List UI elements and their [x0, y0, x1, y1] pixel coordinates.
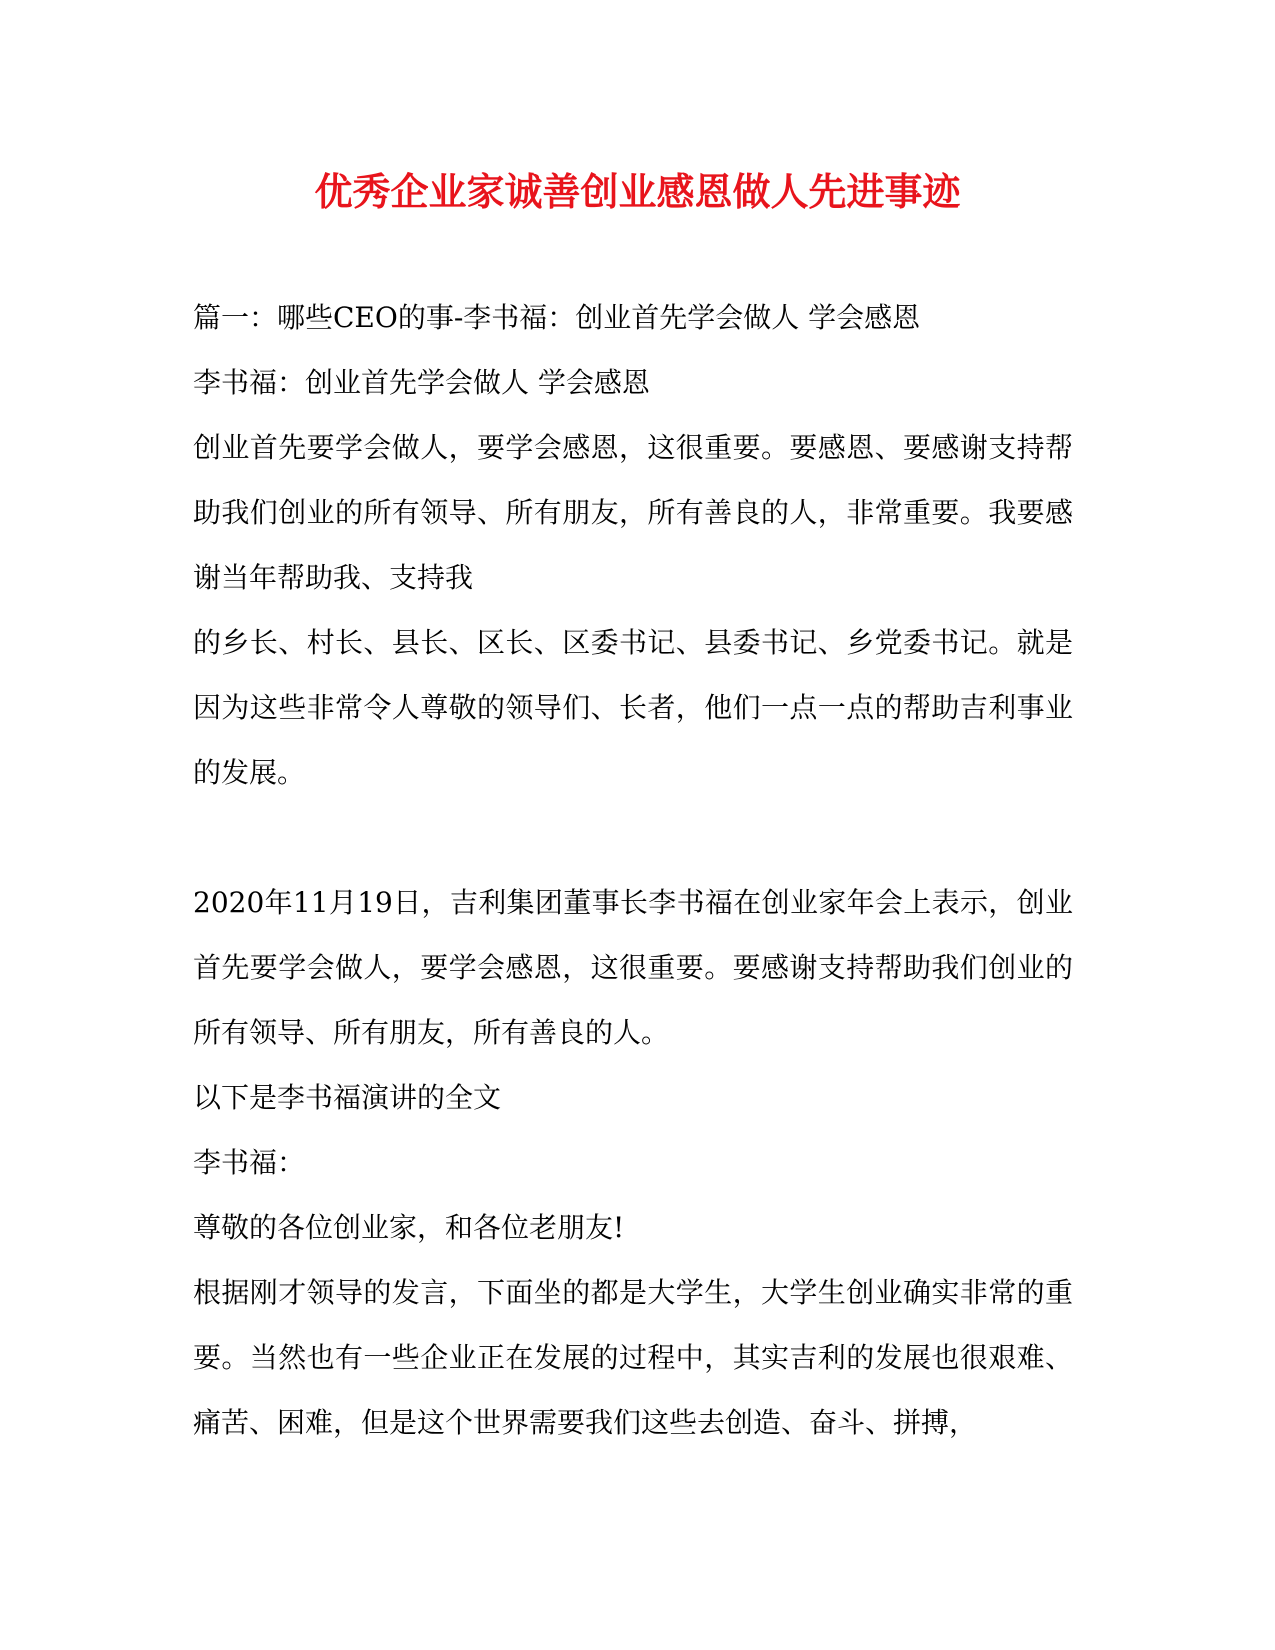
paragraph: 的乡长、村长、县长、区长、区委书记、县委书记、乡党委书记。就是因为这些非常令人尊敬的领导们、长者，他们一点一点的帮助吉利事业的发展。	[193, 626, 1073, 789]
document-body	[193, 285, 1073, 1455]
paragraph-subheading: 李书福：创业首先学会做人 学会感恩	[193, 366, 650, 399]
document-title: 优秀企业家诚善创业感恩做人先进事迹	[314, 169, 961, 214]
paragraph-spacer	[193, 805, 1073, 870]
paragraph: 创业首先要学会做人，要学会感恩，这很重要。要感恩、要感谢支持帮助我们创业的所有领导、所有朋友，所有善良的人，非常重要。我要感谢当年帮助我、支持我	[193, 431, 1073, 594]
paragraph: 以下是李书福演讲的全文	[193, 1081, 502, 1114]
paragraph: 李书福：	[193, 1146, 306, 1179]
paragraph: 根据刚才领导的发言，下面坐的都是大学生，大学生创业确实非常的重要。当然也有一些企业正在发展的过程中，其实吉利的发展也很艰难、痛苦、困难，但是这个世界需要我们这些去创造、奋斗、拼搏，	[193, 1276, 1073, 1439]
paragraph: 2020年11月19日，吉利集团董事长李书福在创业家年会上表示，创业首先要学会做人，要学会感恩，这很重要。要感谢支持帮助我们创业的所有领导、所有朋友，所有善良的人。	[193, 886, 1073, 1049]
paragraph: 尊敬的各位创业家，和各位老朋友!	[193, 1211, 625, 1244]
paragraph-section-heading: 篇一：哪些CEO的事-李书福：创业首先学会做人 学会感恩	[193, 301, 921, 334]
